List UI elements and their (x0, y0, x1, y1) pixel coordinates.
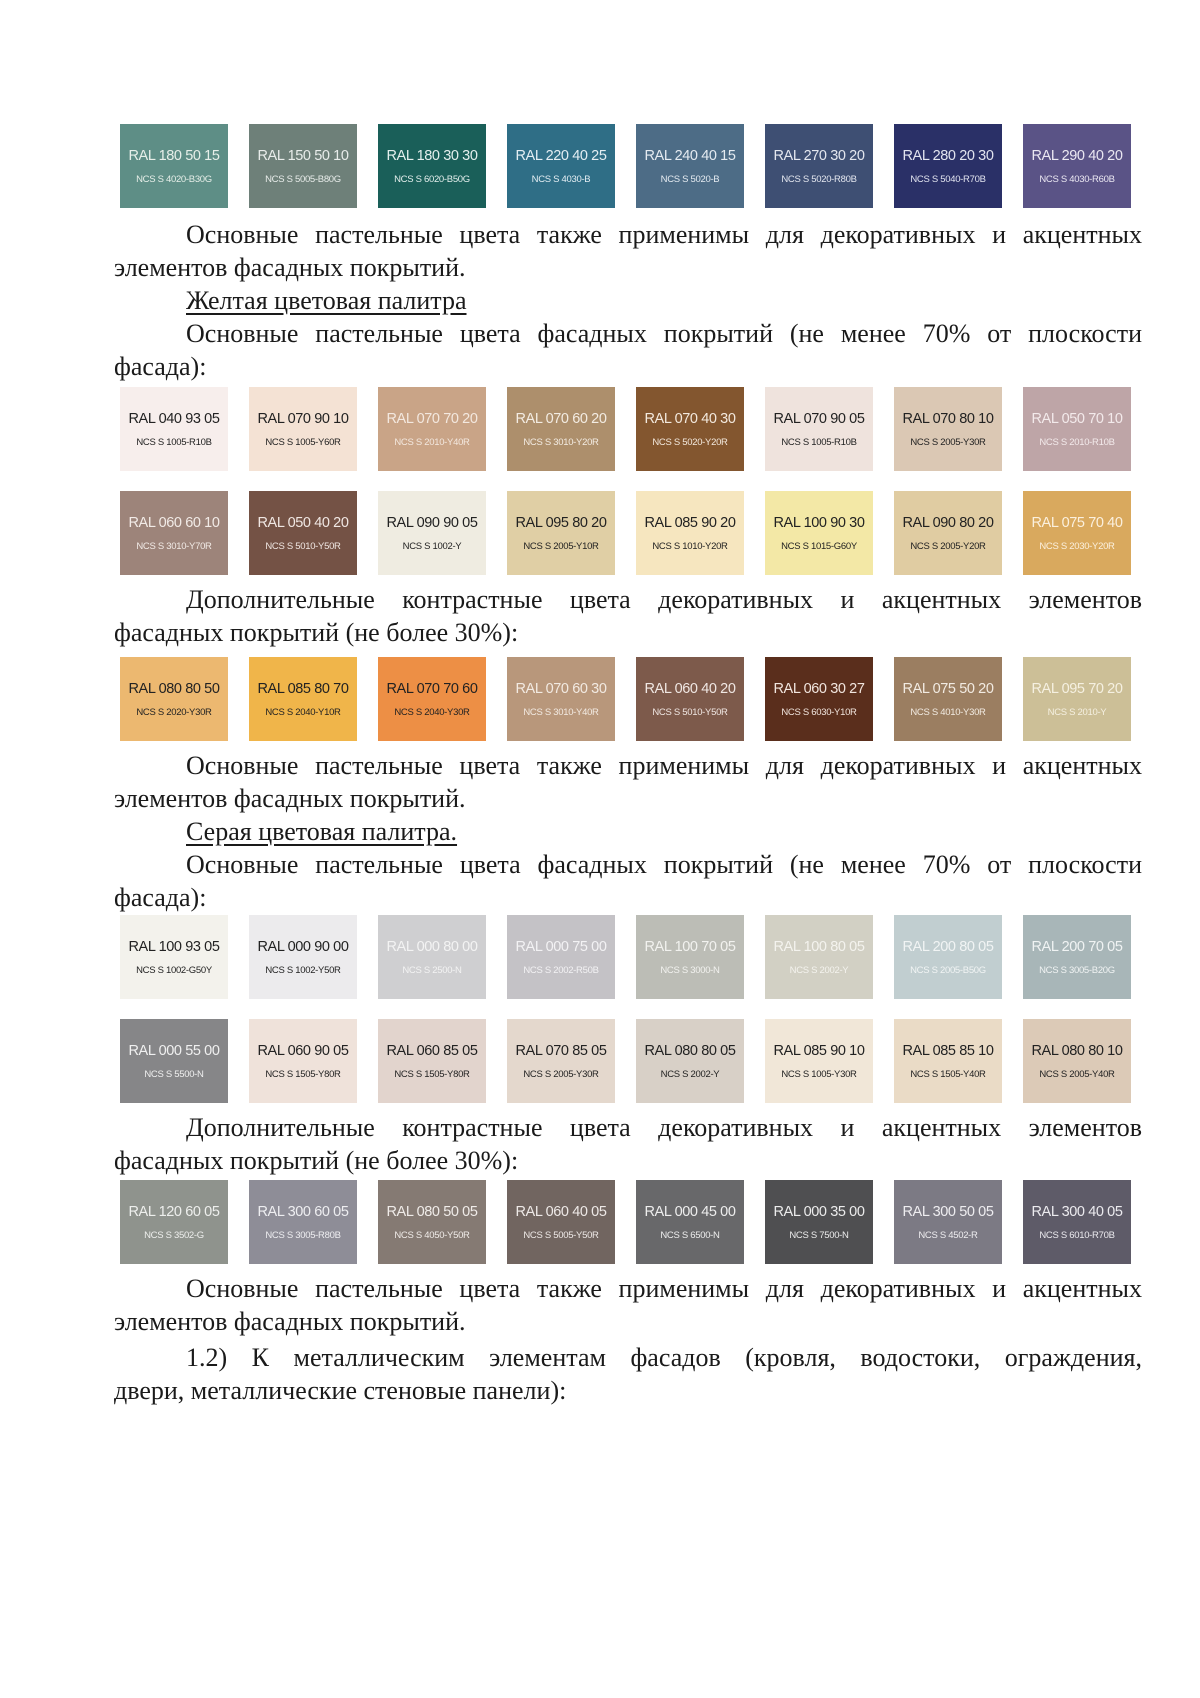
color-swatch (507, 387, 615, 471)
color-swatch (1023, 1180, 1131, 1264)
color-swatch (894, 124, 1002, 208)
ncs-code: NCS S 1010-Y20R (652, 540, 728, 552)
paragraph-line: фасадных покрытий (не более 30%): (114, 618, 519, 647)
ral-code: RAL 070 70 60 (386, 680, 478, 697)
ral-code: RAL 060 30 27 (773, 680, 865, 697)
ncs-code: NCS S 5020-B (660, 173, 720, 185)
paragraph-line: Основные пастельные цвета также применимы для декоративных и акцентных (186, 1274, 1142, 1303)
ncs-code: NCS S 3010-Y70R (136, 540, 212, 552)
paragraph-line: фасада): (114, 352, 207, 381)
color-swatch (1023, 915, 1131, 999)
color-swatch (507, 1019, 615, 1103)
ral-code: RAL 075 70 40 (1031, 514, 1123, 531)
ncs-code: NCS S 2005-Y20R (910, 540, 986, 552)
ncs-code: NCS S 4030-B (531, 173, 591, 185)
ral-code: RAL 070 60 30 (515, 680, 607, 697)
ncs-code: NCS S 3005-B20G (1039, 964, 1115, 976)
color-swatch (636, 915, 744, 999)
paragraph-line: элементов фасадных покрытий. (114, 1307, 466, 1336)
color-swatch (378, 915, 486, 999)
paragraph-contrast-yellow (114, 583, 1142, 649)
ncs-code: NCS S 5020-Y20R (652, 436, 728, 448)
ral-code: RAL 100 93 05 (128, 938, 220, 955)
paragraph-line: Основные пастельные цвета также применимы для декоративных и акцентных (186, 751, 1142, 780)
color-swatch (636, 1019, 744, 1103)
ral-code: RAL 080 50 05 (386, 1203, 478, 1220)
ral-code: RAL 290 40 20 (1031, 147, 1123, 164)
color-swatch (378, 387, 486, 471)
color-swatch (1023, 491, 1131, 575)
ral-code: RAL 040 93 05 (128, 410, 220, 427)
ncs-code: NCS S 2010-Y (1047, 706, 1107, 718)
color-swatch (249, 1180, 357, 1264)
ncs-code: NCS S 5010-Y50R (652, 706, 728, 718)
ral-code: RAL 000 55 00 (128, 1042, 220, 1059)
ncs-code: NCS S 4050-Y50R (394, 1229, 470, 1241)
color-swatch (1023, 657, 1131, 741)
color-swatch (894, 387, 1002, 471)
ral-code: RAL 000 80 00 (386, 938, 478, 955)
paragraph-main-pastel-gray (114, 848, 1142, 914)
ncs-code: NCS S 2010-R10B (1039, 436, 1115, 448)
ral-code: RAL 050 40 20 (257, 514, 349, 531)
ral-code: RAL 220 40 25 (515, 147, 607, 164)
paragraph-line: фасадных покрытий (не более 30%): (114, 1146, 519, 1175)
color-swatch (120, 387, 228, 471)
color-swatch (378, 657, 486, 741)
paragraph-line: элементов фасадных покрытий. (114, 253, 466, 282)
color-swatch (378, 1019, 486, 1103)
ral-code: RAL 070 40 30 (644, 410, 736, 427)
ral-code: RAL 200 70 05 (1031, 938, 1123, 955)
ncs-code: NCS S 4030-R60B (1039, 173, 1115, 185)
ral-code: RAL 070 85 05 (515, 1042, 607, 1059)
paragraph-line: Дополнительные контрастные цвета декоративных и акцентных элементов (186, 585, 1142, 614)
ral-code: RAL 150 50 10 (257, 147, 349, 164)
ral-code: RAL 100 80 05 (773, 938, 865, 955)
ncs-code: NCS S 3005-R80B (265, 1229, 341, 1241)
ncs-code: NCS S 1005-R10B (136, 436, 212, 448)
ncs-code: NCS S 4010-Y30R (910, 706, 986, 718)
ncs-code: NCS S 1002-Y (402, 540, 462, 552)
ral-code: RAL 080 80 50 (128, 680, 220, 697)
ncs-code: NCS S 6500-N (660, 1229, 720, 1241)
swatch-row-gray-main-1 (120, 915, 1135, 999)
paragraph-metal-elements (114, 1341, 1142, 1407)
ral-code: RAL 095 80 20 (515, 514, 607, 531)
color-swatch (120, 491, 228, 575)
color-swatch (765, 491, 873, 575)
paragraph-main-pastel-yellow (114, 317, 1142, 383)
ral-code: RAL 280 20 30 (902, 147, 994, 164)
paragraph-contrast-gray (114, 1111, 1142, 1177)
ncs-code: NCS S 2005-Y30R (910, 436, 986, 448)
heading-yellow-palette: Желтая цветовая палитра (186, 286, 467, 315)
paragraph-line: 1.2) К металлическим элементам фасадов (кровля, водостоки, ограждения, (186, 1343, 1142, 1372)
ncs-code: NCS S 5005-Y50R (523, 1229, 599, 1241)
ncs-code: NCS S 1005-R10B (781, 436, 857, 448)
ncs-code: NCS S 2040-Y10R (265, 706, 341, 718)
color-swatch (507, 491, 615, 575)
color-swatch (894, 657, 1002, 741)
swatch-row-yellow-main-1 (120, 387, 1135, 471)
ncs-code: NCS S 1505-Y80R (394, 1068, 470, 1080)
ral-code: RAL 080 80 05 (644, 1042, 736, 1059)
ncs-code: NCS S 1505-Y80R (265, 1068, 341, 1080)
ncs-code: NCS S 1505-Y40R (910, 1068, 986, 1080)
ral-code: RAL 050 70 10 (1031, 410, 1123, 427)
ral-code: RAL 000 45 00 (644, 1203, 736, 1220)
swatch-row-yellow-main-2 (120, 491, 1135, 575)
ncs-code: NCS S 6030-Y10R (781, 706, 857, 718)
ncs-code: NCS S 1005-Y30R (781, 1068, 857, 1080)
ncs-code: NCS S 2002-Y (660, 1068, 720, 1080)
ncs-code: NCS S 3010-Y40R (523, 706, 599, 718)
color-swatch (636, 491, 744, 575)
paragraph-line: фасада): (114, 883, 207, 912)
ral-code: RAL 080 80 10 (1031, 1042, 1123, 1059)
swatch-row-gray-main-2 (120, 1019, 1135, 1103)
ral-code: RAL 100 90 30 (773, 514, 865, 531)
color-swatch (378, 1180, 486, 1264)
color-swatch (120, 657, 228, 741)
ral-code: RAL 060 60 10 (128, 514, 220, 531)
ral-code: RAL 085 90 20 (644, 514, 736, 531)
ral-code: RAL 300 40 05 (1031, 1203, 1123, 1220)
ncs-code: NCS S 2020-Y30R (136, 706, 212, 718)
ncs-code: NCS S 3010-Y20R (523, 436, 599, 448)
ncs-code: NCS S 4502-R (918, 1229, 978, 1241)
color-swatch (120, 1019, 228, 1103)
color-swatch (249, 491, 357, 575)
swatch-row-blue (120, 124, 1135, 208)
color-swatch (894, 1019, 1002, 1103)
paragraph-line: Основные пастельные цвета фасадных покрытий (не менее 70% от плоскости (186, 319, 1142, 348)
ral-code: RAL 060 40 05 (515, 1203, 607, 1220)
color-swatch (894, 915, 1002, 999)
color-swatch (765, 657, 873, 741)
paragraph-line: Основные пастельные цвета также применимы для декоративных и акцентных (186, 220, 1142, 249)
color-swatch (765, 387, 873, 471)
ral-code: RAL 070 80 10 (902, 410, 994, 427)
color-swatch (636, 1180, 744, 1264)
color-swatch (378, 491, 486, 575)
ncs-code: NCS S 5005-B80G (265, 173, 341, 185)
swatch-row-yellow-accent (120, 657, 1135, 741)
ral-code: RAL 000 35 00 (773, 1203, 865, 1220)
ncs-code: NCS S 2002-R50B (523, 964, 599, 976)
color-swatch (120, 915, 228, 999)
ncs-code: NCS S 2002-Y (789, 964, 849, 976)
ncs-code: NCS S 6020-B50G (394, 173, 470, 185)
ncs-code: NCS S 5010-Y50R (265, 540, 341, 552)
ncs-code: NCS S 6010-R70B (1039, 1229, 1115, 1241)
ncs-code: NCS S 5020-R80B (781, 173, 857, 185)
ral-code: RAL 120 60 05 (128, 1203, 220, 1220)
color-swatch (120, 124, 228, 208)
color-swatch (1023, 387, 1131, 471)
color-swatch (1023, 1019, 1131, 1103)
ncs-code: NCS S 1005-Y60R (265, 436, 341, 448)
ral-code: RAL 270 30 20 (773, 147, 865, 164)
ral-code: RAL 070 70 20 (386, 410, 478, 427)
color-swatch (120, 1180, 228, 1264)
ncs-code: NCS S 1015-G60Y (781, 540, 857, 552)
paragraph-line: Дополнительные контрастные цвета декоративных и акцентных элементов (186, 1113, 1142, 1142)
paragraph-pastel-decorative-2 (114, 749, 1142, 815)
ral-code: RAL 300 60 05 (257, 1203, 349, 1220)
ral-code: RAL 070 90 10 (257, 410, 349, 427)
heading-gray-palette: Серая цветовая палитра. (186, 817, 458, 846)
ncs-code: NCS S 2005-Y40R (1039, 1068, 1115, 1080)
paragraph-line: Основные пастельные цвета фасадных покрытий (не менее 70% от плоскости (186, 850, 1142, 879)
ral-code: RAL 095 70 20 (1031, 680, 1123, 697)
ncs-code: NCS S 2005-Y30R (523, 1068, 599, 1080)
color-swatch (507, 657, 615, 741)
paragraph-line: двери, металлические стеновые панели): (114, 1376, 567, 1405)
ncs-code: NCS S 2005-Y10R (523, 540, 599, 552)
ral-code: RAL 075 50 20 (902, 680, 994, 697)
ral-code: RAL 090 90 05 (386, 514, 478, 531)
ral-code: RAL 060 85 05 (386, 1042, 478, 1059)
color-swatch (1023, 124, 1131, 208)
ral-code: RAL 300 50 05 (902, 1203, 994, 1220)
color-swatch (894, 491, 1002, 575)
ncs-code: NCS S 2040-Y30R (394, 706, 470, 718)
ncs-code: NCS S 3000-N (660, 964, 720, 976)
ncs-code: NCS S 2500-N (402, 964, 462, 976)
paragraph-pastel-decorative-1 (114, 218, 1142, 284)
ral-code: RAL 085 80 70 (257, 680, 349, 697)
ncs-code: NCS S 3502-G (144, 1229, 204, 1241)
color-swatch (765, 915, 873, 999)
ral-code: RAL 180 50 15 (128, 147, 220, 164)
color-swatch (765, 1180, 873, 1264)
color-swatch (765, 124, 873, 208)
color-swatch (636, 387, 744, 471)
color-swatch (249, 915, 357, 999)
color-swatch (636, 657, 744, 741)
ral-code: RAL 180 30 30 (386, 147, 478, 164)
color-swatch (636, 124, 744, 208)
color-swatch (765, 1019, 873, 1103)
ncs-code: NCS S 4020-B30G (136, 173, 212, 185)
ral-code: RAL 000 75 00 (515, 938, 607, 955)
ral-code: RAL 200 80 05 (902, 938, 994, 955)
ncs-code: NCS S 2030-Y20R (1039, 540, 1115, 552)
ncs-code: NCS S 1002-G50Y (136, 964, 212, 976)
ncs-code: NCS S 7500-N (789, 1229, 849, 1241)
color-swatch (249, 1019, 357, 1103)
swatch-row-gray-accent (120, 1180, 1135, 1264)
ral-code: RAL 060 40 20 (644, 680, 736, 697)
ncs-code: NCS S 5500-N (144, 1068, 204, 1080)
ral-code: RAL 085 90 10 (773, 1042, 865, 1059)
ral-code: RAL 060 90 05 (257, 1042, 349, 1059)
ral-code: RAL 100 70 05 (644, 938, 736, 955)
ncs-code: NCS S 5040-R70B (910, 173, 986, 185)
ral-code: RAL 085 85 10 (902, 1042, 994, 1059)
ral-code: RAL 000 90 00 (257, 938, 349, 955)
color-swatch (249, 657, 357, 741)
color-swatch (507, 1180, 615, 1264)
paragraph-line: элементов фасадных покрытий. (114, 784, 466, 813)
ncs-code: NCS S 2005-B50G (910, 964, 986, 976)
color-swatch (249, 124, 357, 208)
ncs-code: NCS S 1002-Y50R (265, 964, 341, 976)
color-swatch (507, 915, 615, 999)
color-swatch (894, 1180, 1002, 1264)
color-swatch (378, 124, 486, 208)
ral-code: RAL 090 80 20 (902, 514, 994, 531)
ral-code: RAL 070 90 05 (773, 410, 865, 427)
ncs-code: NCS S 2010-Y40R (394, 436, 470, 448)
ral-code: RAL 070 60 20 (515, 410, 607, 427)
color-swatch (249, 387, 357, 471)
paragraph-pastel-decorative-3 (114, 1272, 1142, 1338)
color-swatch (507, 124, 615, 208)
ral-code: RAL 240 40 15 (644, 147, 736, 164)
